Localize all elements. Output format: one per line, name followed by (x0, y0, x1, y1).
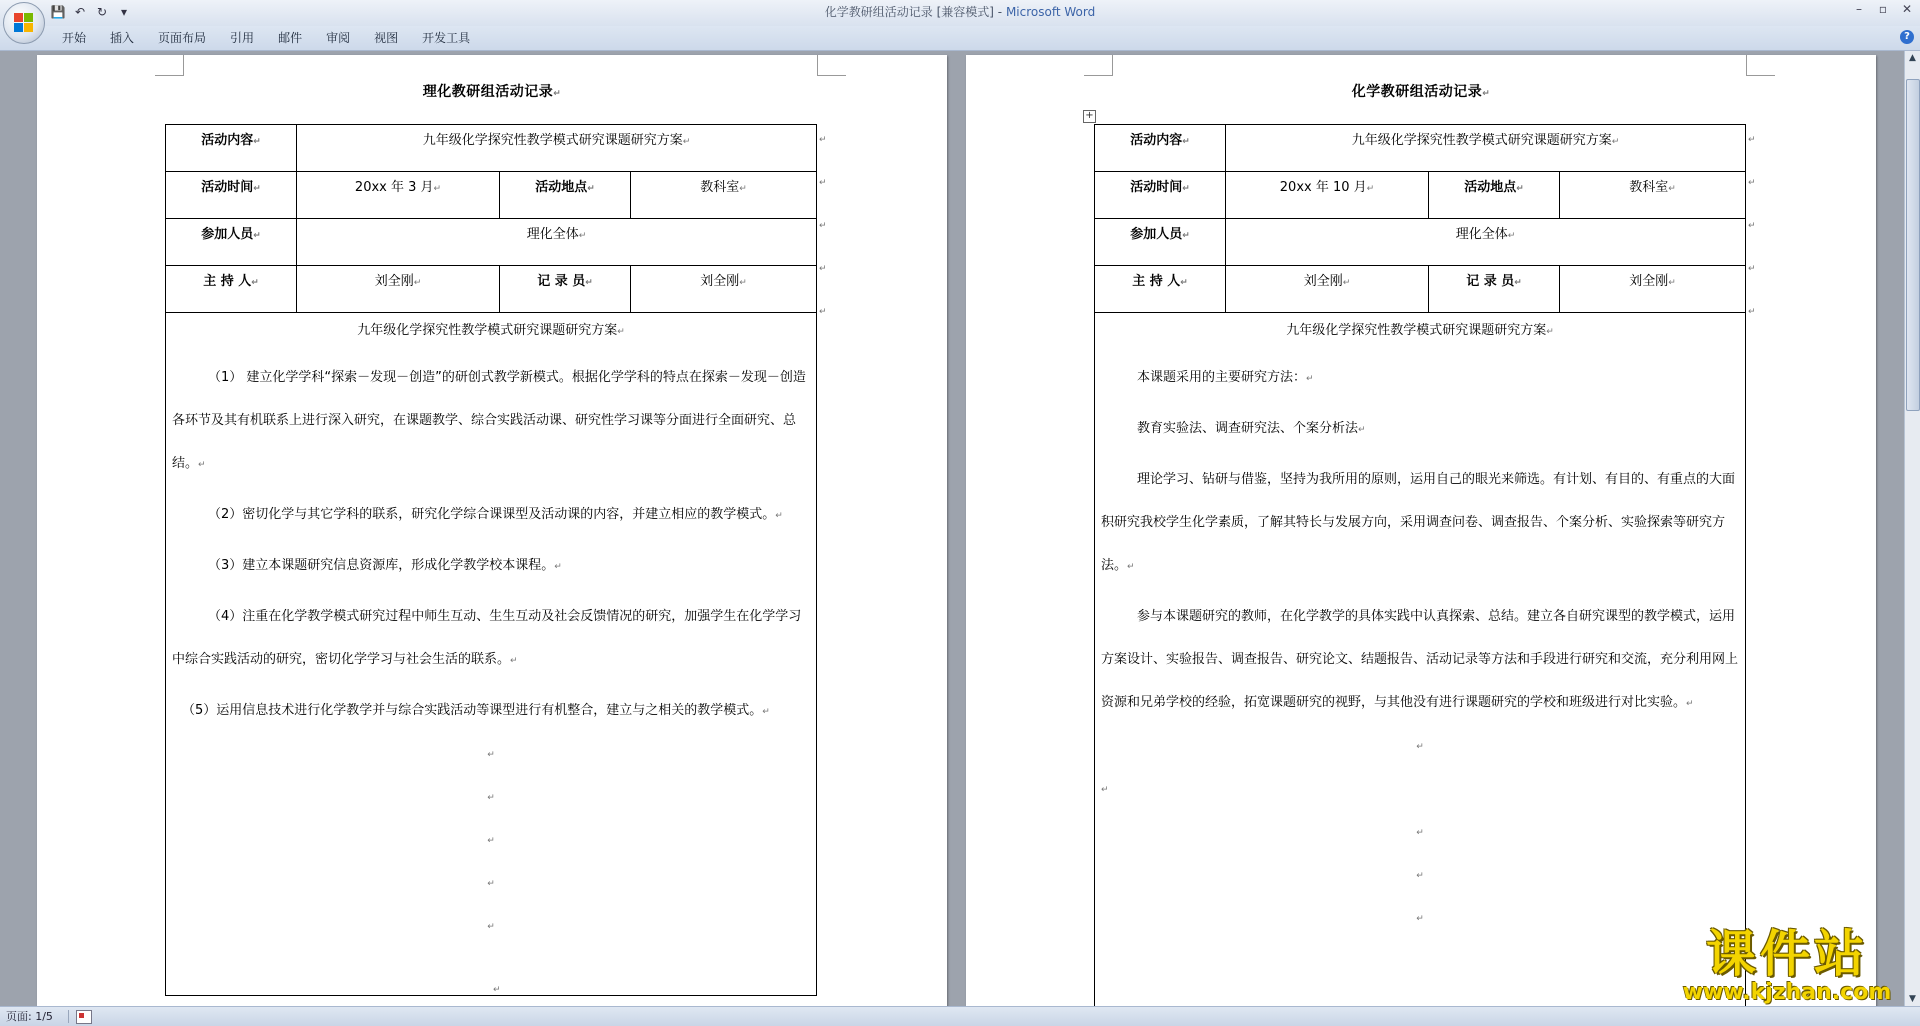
activity-time[interactable]: 20xx 年 3 月↵ (297, 172, 500, 219)
empty-paragraph-mark: ↵ (487, 922, 495, 932)
vertical-scrollbar[interactable] (1904, 51, 1920, 1006)
crop-mark (1084, 55, 1113, 76)
label-content: 活动内容↵ (166, 125, 297, 172)
recorder[interactable]: 刘全刚↵ (1560, 266, 1746, 313)
table-row (1095, 219, 1746, 266)
empty-paragraph-mark: ↵ (487, 879, 495, 889)
paragraph: 本课题采用的主要研究方法：↵ (1137, 370, 1314, 385)
activity-place[interactable]: 教科室↵ (631, 172, 817, 219)
scroll-up-icon[interactable]: ▲ (1909, 53, 1916, 63)
ribbon (0, 26, 1920, 51)
title-bar (0, 0, 1920, 26)
paragraph: 理论学习、钻研与借鉴，坚持为我所用的原则，运用自己的眼光来筛选。有计划、有目的、有重点的大面积研究我校学生化学素质，了解其特长与发展方向，采用调查问卷、调查报告、个案分析、实验探索等研究方法。↵ (1101, 472, 1736, 573)
record-body[interactable] (166, 313, 817, 996)
window-controls (1852, 2, 1914, 16)
help-icon[interactable]: ? (1900, 30, 1914, 44)
scroll-thumb[interactable] (1906, 79, 1920, 411)
table-row (166, 125, 817, 172)
redo-icon[interactable]: ↻ (96, 5, 108, 19)
row-end-mark: ↵ (1748, 264, 1756, 274)
proofing-status-icon[interactable] (76, 1010, 92, 1024)
watermark-text: 课件站 (1706, 925, 1868, 983)
label-host: 主 持 人↵ (1095, 266, 1226, 313)
body-title: 九年级化学探究性教学模式研究课题研究方案↵ (357, 323, 625, 338)
office-logo-icon (14, 13, 34, 33)
table-row (1095, 313, 1746, 1007)
save-icon[interactable]: 💾 (50, 5, 66, 19)
participants[interactable]: 理化全体↵ (1226, 219, 1746, 266)
close-button[interactable]: ✕ (1901, 2, 1913, 16)
label-recorder: 记 录 员↵ (500, 266, 631, 313)
label-recorder: 记 录 员↵ (1429, 266, 1560, 313)
document-name: 化学教研组活动记录 [兼容模式] (824, 5, 994, 19)
label-place: 活动地点↵ (1429, 172, 1560, 219)
row-end-mark: ↵ (1748, 221, 1756, 231)
row-end-mark: ↵ (1748, 307, 1756, 317)
table-row (1095, 172, 1746, 219)
label-participants: 参加人员↵ (166, 219, 297, 266)
participants[interactable]: 理化全体↵ (297, 219, 817, 266)
crop-mark (155, 55, 184, 76)
record-body[interactable] (1095, 313, 1746, 1007)
document-page-1[interactable] (37, 55, 947, 1006)
activity-content[interactable]: 九年级化学探究性教学模式研究课题研究方案↵ (1226, 125, 1746, 172)
recorder[interactable]: 刘全刚↵ (631, 266, 817, 313)
undo-icon[interactable]: ↶ (74, 5, 86, 19)
watermark-url: www.kjzhan.com (1682, 980, 1892, 1005)
empty-paragraph-mark: ↵ (1416, 742, 1424, 752)
table-row (166, 266, 817, 313)
label-place: 活动地点↵ (500, 172, 631, 219)
empty-paragraph-mark: ↵ (487, 793, 495, 803)
app-name: Microsoft Word (1005, 5, 1096, 19)
page-count[interactable]: 页面: 1/5 (6, 1010, 53, 1023)
minimize-button[interactable]: – (1856, 2, 1862, 16)
tab-developer[interactable]: 开发工具 (422, 31, 471, 45)
label-participants: 参加人员↵ (1095, 219, 1226, 266)
paragraph: 参与本课题研究的教师，在化学教学的具体实践中认真探索、总结。建立各自研究课型的教学模式，运用方案设计、实验报告、调查报告、研究论文、结题报告、活动记录等方法和手段进行研究和交流，充分利用网上资源和兄弟学校的经验，拓宽课题研究的视野，与其他没有进行课题研究的学校和班级进行对比实验。↵ (1101, 609, 1739, 710)
row-end-mark: ↵ (819, 178, 827, 188)
empty-paragraph-mark: ↵ (1416, 828, 1424, 838)
empty-paragraph-mark: ↵ (487, 750, 495, 760)
empty-paragraph-mark: ↵ (1101, 785, 1109, 795)
office-button[interactable] (3, 2, 45, 44)
row-end-mark: ↵ (819, 264, 827, 274)
activity-record-table (1094, 124, 1746, 1006)
status-bar (0, 1006, 1920, 1026)
host[interactable]: 刘全刚↵ (297, 266, 500, 313)
activity-record-table (165, 124, 817, 996)
ribbon-tabs (50, 26, 482, 50)
tab-view[interactable]: 视图 (374, 31, 399, 45)
row-end-mark: ↵ (493, 985, 501, 995)
row-end-mark: ↵ (819, 221, 827, 231)
scroll-down-icon[interactable]: ▼ (1909, 994, 1916, 1004)
row-end-mark: ↵ (1748, 135, 1756, 145)
crop-mark (1746, 55, 1775, 76)
row-end-mark: ↵ (1748, 178, 1756, 188)
customize-qat-icon[interactable]: ▾ (120, 5, 128, 19)
watermark-logo (1668, 926, 1906, 1004)
status-divider (68, 1010, 69, 1023)
quick-access-toolbar (50, 4, 132, 20)
document-page-2[interactable] (966, 55, 1876, 1006)
restore-button[interactable]: ▫ (1878, 2, 1888, 16)
table-move-handle-icon[interactable]: + (1083, 110, 1096, 123)
title-separator: - (993, 5, 1006, 19)
label-content: 活动内容↵ (1095, 125, 1226, 172)
label-time: 活动时间↵ (1095, 172, 1226, 219)
tab-review[interactable]: 审阅 (326, 31, 351, 45)
table-row (1095, 266, 1746, 313)
paragraph: （2）密切化学与其它学科的联系，研究化学综合课课型及活动课的内容，并建立相应的教学模式。↵ (208, 507, 783, 522)
tab-home[interactable]: 开始 (62, 31, 87, 45)
activity-content[interactable]: 九年级化学探究性教学模式研究课题研究方案↵ (297, 125, 817, 172)
paragraph: （4）注重在化学教学模式研究过程中师生互动、生生互动及社会反馈情况的研究，加强学生在化学学习中综合实践活动的研究，密切化学学习与社会生活的联系。↵ (172, 609, 802, 667)
tab-page-layout[interactable]: 页面布局 (158, 31, 207, 45)
page-title: 化学教研组活动记录↵ (1351, 84, 1491, 100)
table-row (1095, 125, 1746, 172)
empty-paragraph-mark: ↵ (1416, 914, 1424, 924)
paragraph: 教育实验法、调查研究法、个案分析法↵ (1137, 421, 1366, 436)
empty-paragraph-mark: ↵ (487, 836, 495, 846)
activity-place[interactable]: 教科室↵ (1560, 172, 1746, 219)
label-time: 活动时间↵ (166, 172, 297, 219)
empty-paragraph-mark: ↵ (1416, 871, 1424, 881)
window-title (0, 0, 1920, 24)
paragraph: （5）运用信息技术进行化学教学并与综合实践活动等课型进行有机整合，建立与之相关的教学模式。↵ (182, 703, 770, 718)
activity-time[interactable]: 20xx 年 10 月↵ (1226, 172, 1429, 219)
document-area[interactable] (0, 51, 1905, 1006)
table-row (166, 172, 817, 219)
crop-mark (817, 55, 846, 76)
body-title: 九年级化学探究性教学模式研究课题研究方案↵ (1286, 323, 1554, 338)
paragraph: （3）建立本课题研究信息资源库，形成化学教学校本课程。↵ (208, 558, 562, 573)
tab-references[interactable]: 引用 (230, 31, 255, 45)
tab-insert[interactable]: 插入 (110, 31, 135, 45)
table-row (166, 219, 817, 266)
table-row (166, 313, 817, 996)
paragraph: （1） 建立化学学科“探索－发现－创造”的研创式教学新模式。根据化学学科的特点在探索－发现－创造各环节及其有机联系上进行深入研究，在课题教学、综合实践活动课、研究性学习课等分面进行全面研究、总结。↵ (172, 370, 806, 471)
label-host: 主 持 人↵ (166, 266, 297, 313)
row-end-mark: ↵ (819, 307, 827, 317)
tab-mailings[interactable]: 邮件 (278, 31, 303, 45)
page-title: 理化教研组活动记录↵ (422, 84, 562, 100)
row-end-mark: ↵ (819, 135, 827, 145)
host[interactable]: 刘全刚↵ (1226, 266, 1429, 313)
